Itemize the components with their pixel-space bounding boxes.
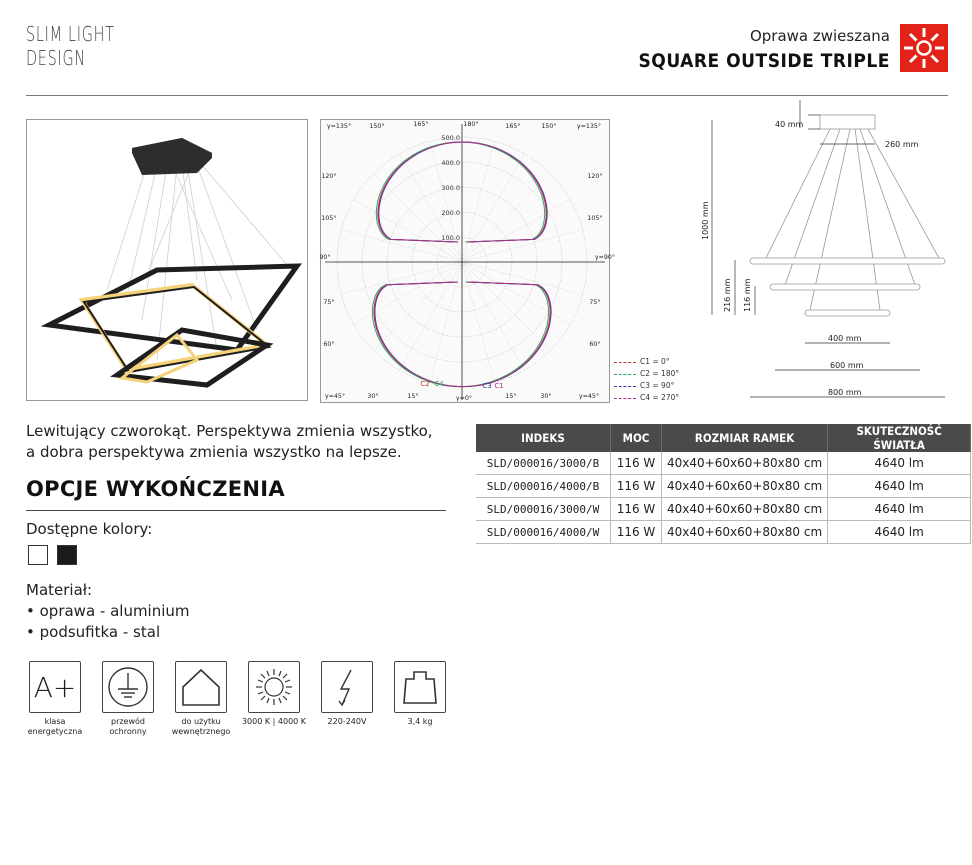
polar-angle-label: γ=135° [326, 123, 352, 130]
polar-angle-label: 165° [413, 121, 429, 128]
polar-angle-label: γ=135° [576, 123, 602, 130]
legend-item [614, 368, 679, 380]
cell-index: SLD/000016/4000/B [476, 475, 611, 498]
polar-angle-label: γ=45° [324, 393, 346, 400]
polar-grid-spoke [374, 262, 462, 350]
col-frame-size: ROZMIAR RAMEK [662, 424, 828, 452]
polar-angle-label: 75° [323, 299, 335, 306]
material-item-canopy: • podsufitka - stal [26, 623, 161, 641]
polar-grid-spoke [462, 230, 583, 262]
weight-icon [394, 661, 446, 713]
dim-frame-step: 116 mm [743, 278, 752, 312]
color-swatch-white [28, 545, 48, 565]
polar-radial-label: 500.0 [441, 134, 460, 142]
polar-grid-spoke [462, 174, 550, 262]
polar-radial-label: 400.0 [441, 159, 460, 167]
material-item-housing: • oprawa - aluminium [26, 602, 190, 620]
polar-grid-spoke [462, 200, 570, 263]
description-line1: Lewitujący czworokąt. Perspektywa zmienia wszystko, [26, 422, 433, 440]
cell-power: 116 W [611, 475, 662, 498]
cell-frame-size: 40x40+60x60+80x80 cm [662, 521, 828, 544]
brand-logo-line2: DESIGN [26, 46, 86, 70]
polar-grid-spoke [400, 154, 463, 262]
polar-radial-label: 200.0 [441, 209, 460, 217]
polar-radial-label: 300.0 [441, 184, 460, 192]
polar-curve-label: C3 [482, 382, 492, 390]
voltage-caption: 220-240V [327, 717, 367, 726]
dim-top-height: 40 mm [775, 120, 804, 129]
legend-swatch [614, 398, 636, 399]
polar-angle-label: 165° [505, 123, 521, 130]
options-divider [26, 510, 446, 511]
polar-angle-label: 60° [589, 341, 601, 348]
dim-frame-offset: 216 mm [723, 278, 732, 312]
polar-curve-label: C1 [494, 382, 504, 390]
polar-grid-spoke [341, 262, 462, 294]
polar-angle-label: 30° [540, 393, 552, 400]
legend-swatch [614, 386, 636, 387]
polar-curve-upper [378, 142, 546, 242]
color-temperature-icon [248, 661, 300, 713]
product-description [26, 421, 466, 463]
legend-item [614, 356, 679, 368]
energy-class-glyph: A+ [33, 670, 77, 704]
description-line2: a dobra perspektywa zmienia wszystko na lepsze. [26, 443, 402, 461]
cell-lumens: 4640 lm [828, 498, 971, 521]
header-divider [26, 95, 948, 96]
polar-grid-spoke [462, 262, 494, 383]
energy-class-icon [29, 661, 81, 713]
weight-caption: 3,4 kg [407, 717, 433, 726]
polar-angle-label: 105° [587, 215, 603, 222]
polar-angle-label: 150° [541, 123, 557, 130]
pendant-lamp-illustration [27, 120, 307, 400]
polar-curve-lower [374, 282, 550, 387]
polar-plot [319, 120, 616, 402]
brand-logo [26, 22, 115, 70]
color-temperature-caption: 3000 K | 4000 K [241, 717, 307, 726]
legend-item [614, 392, 679, 404]
spec-table-header [476, 424, 971, 452]
polar-angle-label: 30° [367, 393, 379, 400]
polar-grid-spoke [354, 262, 462, 325]
polar-grid-spoke [462, 154, 525, 262]
polar-angle-label: 120° [587, 173, 603, 180]
polar-curve-lower [375, 282, 551, 387]
product-subtitle: Oprawa zwieszana [749, 27, 890, 45]
polar-curve-lower [372, 282, 548, 387]
polar-angle-label: γ=90° [594, 254, 616, 261]
legend-label: C3 = 90° [640, 381, 675, 390]
cell-index: SLD/000016/3000/W [476, 498, 611, 521]
ground-protection-caption: przewód ochronny [109, 717, 147, 736]
dim-width-400: 400 mm [828, 334, 862, 343]
material-label: Materiał: [26, 581, 93, 599]
indoor-use-caption: do użytku wewnętrznego [171, 717, 231, 736]
sun-brand-icon [900, 24, 948, 72]
ground-protection-icon [102, 661, 154, 713]
polar-angle-label: 75° [589, 299, 601, 306]
indoor-use-icon [175, 661, 227, 713]
polar-radial-label: 100.0 [441, 234, 460, 242]
polar-curve-label: C4 [434, 380, 444, 388]
spec-table [476, 424, 971, 544]
dimension-drawing [700, 100, 950, 410]
cell-frame-size: 40x40+60x60+80x80 cm [662, 475, 828, 498]
polar-grid-spoke [462, 262, 570, 325]
col-index: INDEKS [476, 424, 611, 452]
finishing-options-title: OPCJE WYKOŃCZENIA [26, 477, 285, 501]
legend-swatch [614, 362, 636, 363]
brand-logo-line1: SLIM LIGHT [26, 22, 115, 46]
polar-grid-spoke [400, 262, 463, 370]
polar-angle-label: 15° [505, 393, 517, 400]
polar-angle-label: 120° [321, 173, 337, 180]
legend-label: C4 = 270° [640, 393, 680, 402]
cell-lumens: 4640 lm [828, 521, 971, 544]
material-section [26, 580, 190, 643]
color-swatch-black [57, 545, 77, 565]
polar-angle-label: 105° [321, 215, 337, 222]
polar-angle-label: γ=0° [455, 395, 473, 402]
table-row [476, 498, 971, 521]
dim-suspension: 1000 mm [701, 201, 710, 240]
polar-curve-label: C2 [420, 380, 430, 388]
cell-frame-size: 40x40+60x60+80x80 cm [662, 452, 828, 475]
legend-item [614, 380, 679, 392]
polar-curve-upper [379, 142, 547, 242]
photometric-polar-diagram [319, 119, 616, 403]
polar-grid-spoke [462, 262, 525, 370]
cell-index: SLD/000016/4000/W [476, 521, 611, 544]
col-power: MOC [611, 424, 662, 452]
voltage-icon [321, 661, 373, 713]
polar-grid-spoke [462, 262, 583, 294]
cell-power: 116 W [611, 452, 662, 475]
table-row [476, 475, 971, 498]
colors-label: Dostępne kolory: [26, 520, 153, 538]
polar-angle-label: 90° [319, 254, 331, 261]
product-photo [26, 119, 308, 401]
table-row [476, 452, 971, 475]
polar-angle-label: γ=45° [578, 393, 600, 400]
table-row [476, 521, 971, 544]
polar-grid-spoke [430, 262, 462, 383]
cell-frame-size: 40x40+60x60+80x80 cm [662, 498, 828, 521]
dim-canopy-width: 260 mm [885, 140, 919, 149]
cell-lumens: 4640 lm [828, 452, 971, 475]
polar-grid-spoke [462, 141, 494, 262]
dim-width-800: 800 mm [828, 388, 862, 397]
legend-label: C2 = 180° [640, 369, 680, 378]
legend-label: C1 = 0° [640, 357, 670, 366]
cell-lumens: 4640 lm [828, 475, 971, 498]
col-luminous-efficacy: SKUTECZNOŚĆ ŚWIATŁA [828, 424, 971, 452]
legend-swatch [614, 374, 636, 375]
cell-index: SLD/000016/3000/B [476, 452, 611, 475]
product-title: SQUARE OUTSIDE TRIPLE [638, 50, 890, 72]
polar-angle-label: 180° [463, 121, 479, 128]
polar-legend [614, 356, 679, 404]
polar-angle-label: 150° [369, 123, 385, 130]
polar-angle-label: 15° [407, 393, 419, 400]
cell-power: 116 W [611, 498, 662, 521]
polar-grid-spoke [462, 262, 550, 350]
cell-power: 116 W [611, 521, 662, 544]
energy-class-caption: klasa energetyczna [27, 717, 83, 736]
dim-width-600: 600 mm [830, 361, 864, 370]
polar-angle-label: 60° [323, 341, 335, 348]
